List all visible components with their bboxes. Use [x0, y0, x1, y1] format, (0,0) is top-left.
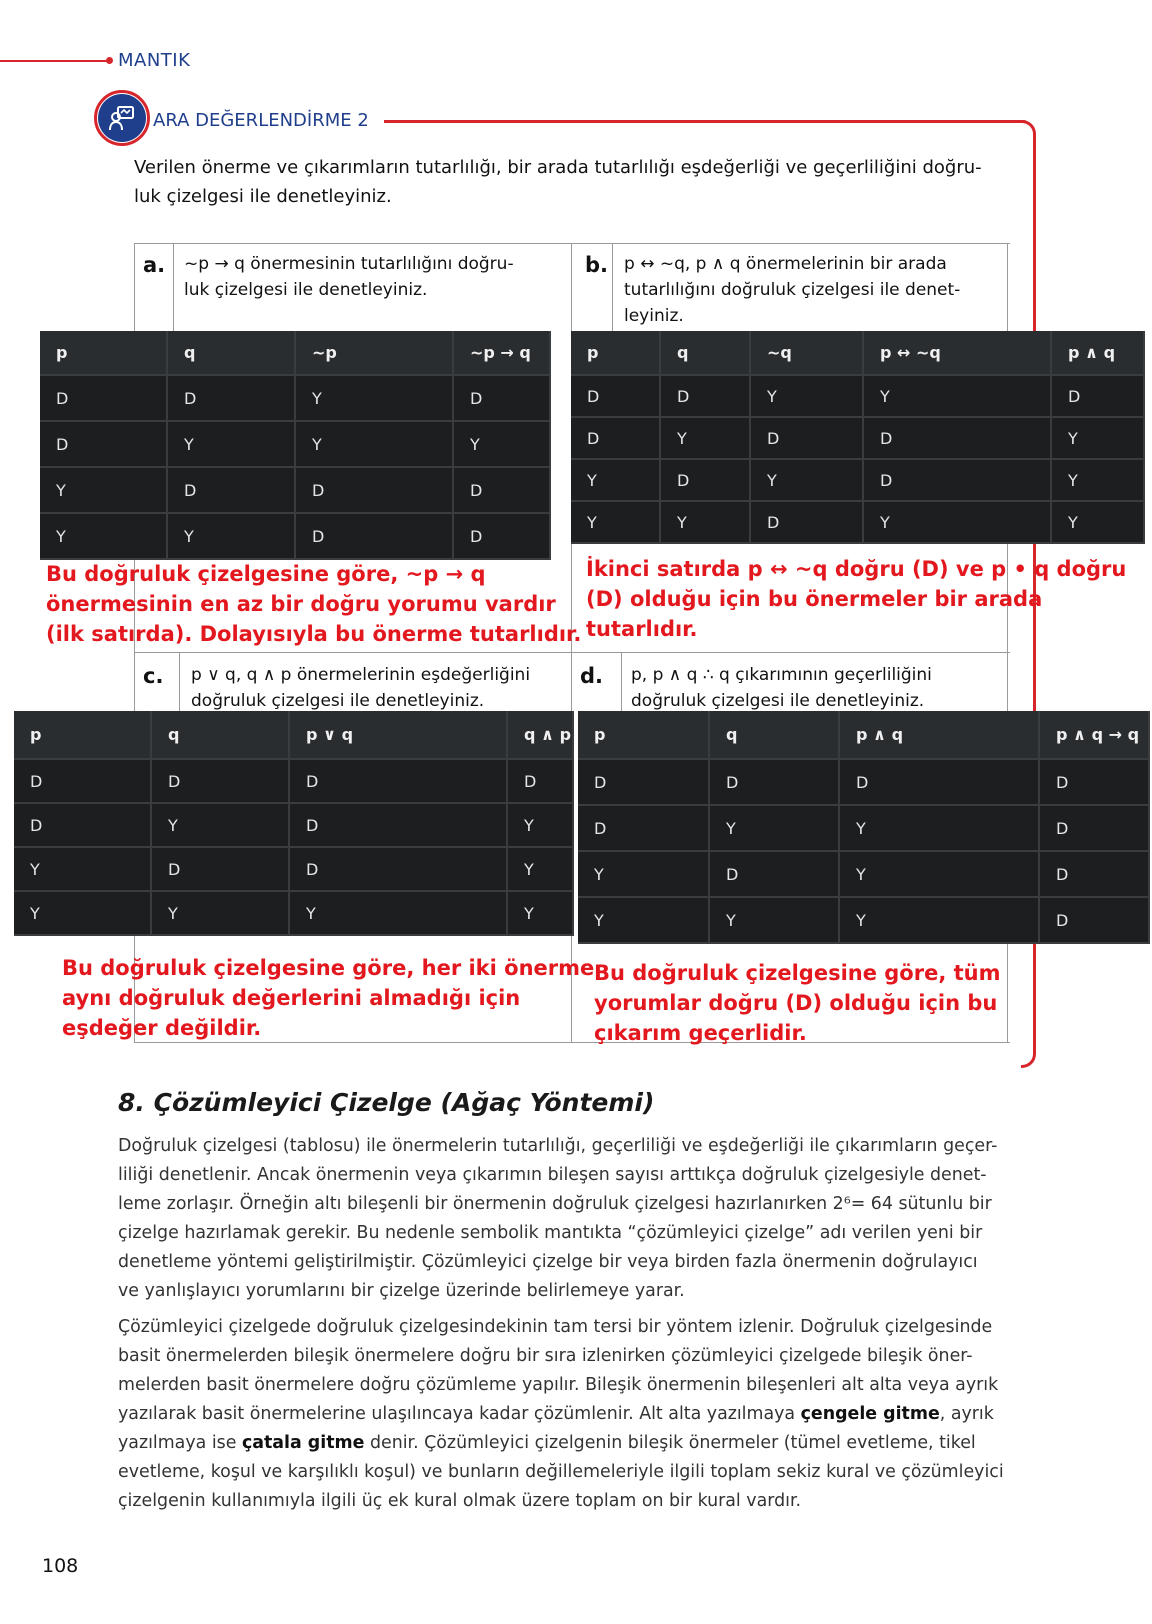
table-cell: D — [14, 803, 151, 847]
table-cell: D — [709, 759, 839, 805]
table-header: q — [167, 331, 295, 375]
question-d-prompt: p, p ∧ q ∴ q çıkarımının geçerliliğini doğruluk çizelgesi ile denetleyiniz. — [631, 665, 932, 711]
table-row — [40, 375, 550, 421]
table-cell: D — [453, 513, 550, 559]
table-header: p ∧ q — [1051, 331, 1144, 375]
table-cell: D — [578, 759, 709, 805]
table-cell: D — [151, 847, 289, 891]
table-cell: D — [1039, 897, 1149, 943]
table-cell: D — [289, 847, 507, 891]
table-cell: D — [839, 759, 1039, 805]
frame-top — [384, 120, 1027, 123]
table-cell: D — [14, 759, 151, 803]
table-header: p ∧ q — [839, 711, 1039, 759]
table-cell: Y — [40, 513, 167, 559]
table-cell: D — [750, 501, 863, 543]
table-cell: Y — [863, 501, 1051, 543]
table-cell: D — [660, 459, 750, 501]
table-cell: Y — [750, 459, 863, 501]
table-cell: D — [167, 467, 295, 513]
grid-line — [179, 652, 180, 712]
table-row — [40, 513, 550, 559]
table-row — [578, 759, 1149, 805]
table-row — [40, 467, 550, 513]
table-cell: D — [571, 417, 660, 459]
section-label: MANTIK — [118, 50, 191, 71]
paragraph-2: Çözümleyici çizelgede doğruluk çizelgesindekinin tam tersi bir yöntem izlenir. Doğruluk çizelgesinde basit önermelerden bileşik önermelere doğru bir sıra izlenirken çözümleyici çizelgede bileşik öner- melerden basit önermelere doğru çözümleme yapılır. Bileşik önermenin bileşenleri alt alta veya ayrık yazılarak basit önermelerine ulaşılıncaya kadar çözümlenir. Alt alta yazılmaya çengele gitme, ayrık yazılmaya ise çatala gitme denir. Çözümleyici çizelgenin bileşik önermeler (tümel evetleme, tikel evetleme, koşul ve karşılıklı koşul) ve bunların değillemeleriyle ilgili toplam sekiz kural ve çözümleyici çizelgenin kullanımıyla ilgili üç ek kural olmak üzere toplam on bir kural vardır. — [118, 1317, 1004, 1511]
table-cell: Y — [14, 847, 151, 891]
table-cell: Y — [507, 803, 573, 847]
table-cell: Y — [1051, 417, 1144, 459]
table-cell: Y — [151, 891, 289, 935]
table-row — [14, 847, 573, 891]
grid-line — [134, 243, 1010, 244]
question-c-letter: c. — [143, 664, 164, 688]
header-rule-dot — [106, 57, 113, 64]
table-row — [571, 459, 1144, 501]
table-cell: Y — [295, 421, 453, 467]
answer-b: İkinci satırda p ↔ ~q doğru (D) ve p • q doğru (D) olduğu için bu önermeler bir arada tutarlıdır. — [586, 557, 1127, 641]
table-header: p — [14, 711, 151, 759]
table-cell: D — [571, 375, 660, 417]
question-a-letter: a. — [143, 253, 166, 277]
table-cell: D — [1039, 851, 1149, 897]
term-cengele-gitme: çengele gitme — [800, 1404, 940, 1424]
table-cell: Y — [1051, 501, 1144, 543]
table-cell: D — [295, 467, 453, 513]
table-cell: Y — [839, 805, 1039, 851]
table-header: p ∨ q — [289, 711, 507, 759]
truth-table-c — [14, 711, 574, 936]
table-cell: D — [863, 459, 1051, 501]
table-header: q ∧ p — [507, 711, 573, 759]
table-cell: Y — [839, 851, 1039, 897]
table-cell: Y — [1051, 459, 1144, 501]
table-cell: Y — [839, 897, 1039, 943]
table-header: p ↔ ~q — [863, 331, 1051, 375]
table-cell: Y — [571, 459, 660, 501]
paragraph-1: Doğruluk çizelgesi (tablosu) ile önermelerin tutarlılığı, geçerliliği ve eşdeğerliği ile çıkarımların geçer- liliği denetlenir. Ancak önermenin veya çıkarımın bileşen sayısı arttıkça doğruluk çizelgesiyle denet- leme zorlaşır. Örneğin altı bileşenli bir önermenin doğruluk çizelgesi hazırlanırken 2⁶= 64 sütunlu bir çizelge hazırlamak gerekir. Bu nedenle sembolik mantıkta “çözümleyici çizelge” adı verilen yeni bir denetleme yöntemi geliştirilmiştir. Çözümleyici çizelge bir veya birden fazla önermenin doğrulayıcı ve yanlışlayıcı yorumlarını bir çizelge üzerinde belirlemeye yarar. — [118, 1136, 998, 1301]
table-cell: Y — [507, 847, 573, 891]
table-cell: D — [151, 759, 289, 803]
table-header: ~p → q — [453, 331, 550, 375]
table-row — [578, 805, 1149, 851]
table-cell: Y — [40, 467, 167, 513]
table-cell: D — [40, 375, 167, 421]
table-cell: Y — [295, 375, 453, 421]
table-row — [14, 891, 573, 935]
table-cell: D — [289, 759, 507, 803]
table-cell: D — [453, 375, 550, 421]
table-header: q — [151, 711, 289, 759]
truth-table-d — [578, 711, 1150, 944]
table-cell: D — [750, 417, 863, 459]
table-cell: D — [453, 467, 550, 513]
answer-d: Bu doğruluk çizelgesine göre, tüm yorumlar doğru (D) olduğu için bu çıkarım geçerlidir. — [594, 961, 1001, 1045]
table-cell: Y — [578, 851, 709, 897]
grid-line — [134, 652, 1010, 653]
table-cell: Y — [167, 513, 295, 559]
term-catala-gitme: çatala gitme — [241, 1433, 365, 1453]
table-cell: D — [167, 375, 295, 421]
table-row — [578, 897, 1149, 943]
table-cell: Y — [750, 375, 863, 417]
answer-c: Bu doğruluk çizelgesine göre, her iki önerme aynı doğruluk değerlerini almadığı için eşdeğer değildir. — [62, 956, 595, 1040]
table-cell: D — [40, 421, 167, 467]
table-cell: Y — [507, 891, 573, 935]
table-cell: Y — [167, 421, 295, 467]
table-cell: Y — [453, 421, 550, 467]
question-b-letter: b. — [585, 253, 609, 277]
table-cell: D — [1039, 805, 1149, 851]
table-cell: D — [709, 851, 839, 897]
table-cell: Y — [571, 501, 660, 543]
table-cell: Y — [863, 375, 1051, 417]
table-cell: Y — [289, 891, 507, 935]
badge-person-icon — [98, 94, 146, 142]
table-cell: D — [660, 375, 750, 417]
grid-line — [612, 243, 613, 333]
table-header: q — [660, 331, 750, 375]
table-header: p — [571, 331, 660, 375]
table-cell: D — [1051, 375, 1144, 417]
table-cell: Y — [709, 805, 839, 851]
table-row — [14, 803, 573, 847]
question-b-prompt: p ↔ ~q, p ∧ q önermelerinin bir arada tutarlılığını doğruluk çizelgesi ile denet- leyiniz. — [624, 254, 961, 326]
table-cell: Y — [660, 417, 750, 459]
grid-line — [173, 243, 174, 333]
answer-a: Bu doğruluk çizelgesine göre, ~p → q önermesinin en az bir doğru yorumu vardır (ilk satırda). Dolayısıyla bu önerme tutarlıdır. — [46, 562, 582, 646]
table-row — [571, 375, 1144, 417]
question-a-prompt: ~p → q önermesinin tutarlılığını doğru- luk çizelgesi ile denetleyiniz. — [184, 254, 514, 300]
grid-line — [621, 652, 622, 712]
table-cell: D — [295, 513, 453, 559]
table-header: p ∧ q → q — [1039, 711, 1149, 759]
page-number: 108 — [42, 1555, 79, 1577]
table-cell: D — [507, 759, 573, 803]
instruction: Verilen önerme ve çıkarımların tutarlılığı, bir arada tutarlılığı eşdeğerliği ve geçerliliğini doğru- luk çizelgesi ile denetleyiniz. — [134, 157, 982, 207]
table-cell: Y — [660, 501, 750, 543]
evaluation-title: ARA DEĞERLENDİRME 2 — [153, 110, 377, 131]
table-header: p — [40, 331, 167, 375]
table-row — [40, 421, 550, 467]
table-cell: D — [863, 417, 1051, 459]
table-cell: Y — [709, 897, 839, 943]
table-cell: Y — [14, 891, 151, 935]
question-c-prompt: p ∨ q, q ∧ p önermelerinin eşdeğerliğini doğruluk çizelgesi ile denetleyiniz. — [191, 665, 531, 711]
table-cell: D — [1039, 759, 1149, 805]
table-cell: D — [289, 803, 507, 847]
table-header: p — [578, 711, 709, 759]
table-header: q — [709, 711, 839, 759]
truth-table-a — [40, 331, 551, 560]
table-header: ~q — [750, 331, 863, 375]
table-row — [571, 501, 1144, 543]
table-row — [571, 417, 1144, 459]
table-cell: Y — [578, 897, 709, 943]
table-cell: D — [578, 805, 709, 851]
table-row — [578, 851, 1149, 897]
table-header: ~p — [295, 331, 453, 375]
table-cell: Y — [151, 803, 289, 847]
table-row — [14, 759, 573, 803]
header-rule — [0, 60, 110, 62]
section-heading: 8. Çözümleyici Çizelge (Ağaç Yöntemi) — [118, 1088, 655, 1117]
question-d-letter: d. — [580, 664, 604, 688]
truth-table-b — [571, 331, 1145, 544]
